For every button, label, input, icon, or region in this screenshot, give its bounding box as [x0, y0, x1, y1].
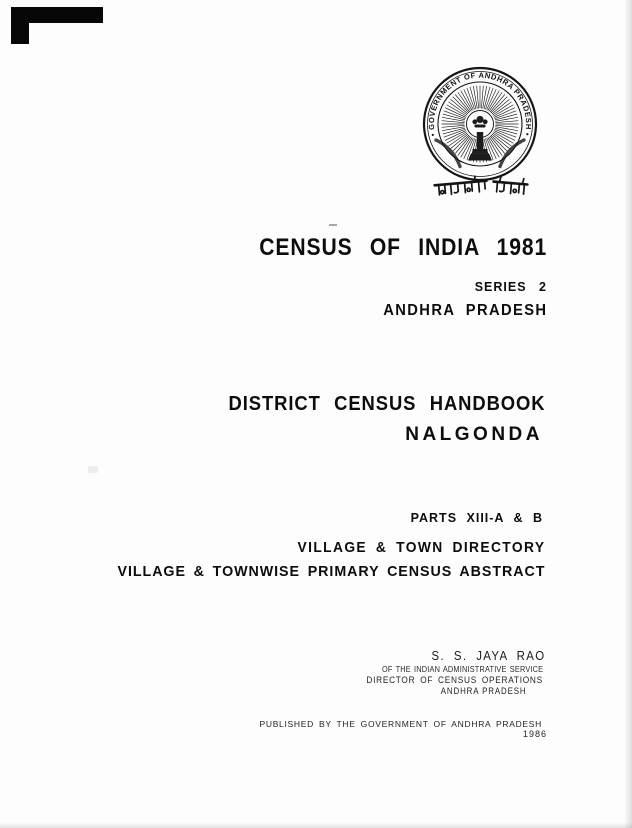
author-designation-line: DIRECTOR OF CENSUS OPERATIONS — [366, 675, 543, 685]
census-title: CENSUS OF INDIA 1981 — [259, 234, 547, 261]
village-town-directory-line: VILLAGE & TOWN DIRECTORY — [297, 539, 545, 556]
scan-edge-right — [624, 0, 632, 828]
seal-ring-caption: • GOVERNMENT OF ANDHRA PRADESH • — [426, 70, 534, 138]
parts-label: PARTS XIII-A & B — [410, 511, 543, 525]
scan-artifact-left-bar — [11, 7, 29, 44]
state-emblem-seal — [415, 64, 545, 199]
scan-artifact-smudge — [88, 466, 98, 473]
handbook-title: DISTRICT CENSUS HANDBOOK — [228, 393, 545, 415]
imprint-year: 1986 — [522, 729, 547, 739]
state-title: ANDHRA PRADESH — [382, 302, 547, 319]
author-service-line: OF THE INDIAN ADMINISTRATIVE SERVICE — [381, 665, 543, 674]
author-state-line: ANDHRA PRADESH — [441, 686, 527, 696]
district-name: NALGONDA — [405, 424, 543, 445]
primary-census-abstract-line: VILLAGE & TOWNWISE PRIMARY CENSUS ABSTRACT — [117, 563, 545, 580]
publisher-line: PUBLISHED BY THE GOVERNMENT OF ANDHRA PRADESH — [259, 719, 542, 729]
satyameva-jayate-motto — [434, 175, 528, 195]
seal-graphic — [415, 64, 545, 199]
series-label: SERIES 2 — [474, 280, 547, 294]
scan-artifact-dash — [329, 224, 337, 226]
author-name: S. S. JAYA RAO — [431, 648, 545, 663]
scan-edge-bottom — [0, 822, 632, 828]
